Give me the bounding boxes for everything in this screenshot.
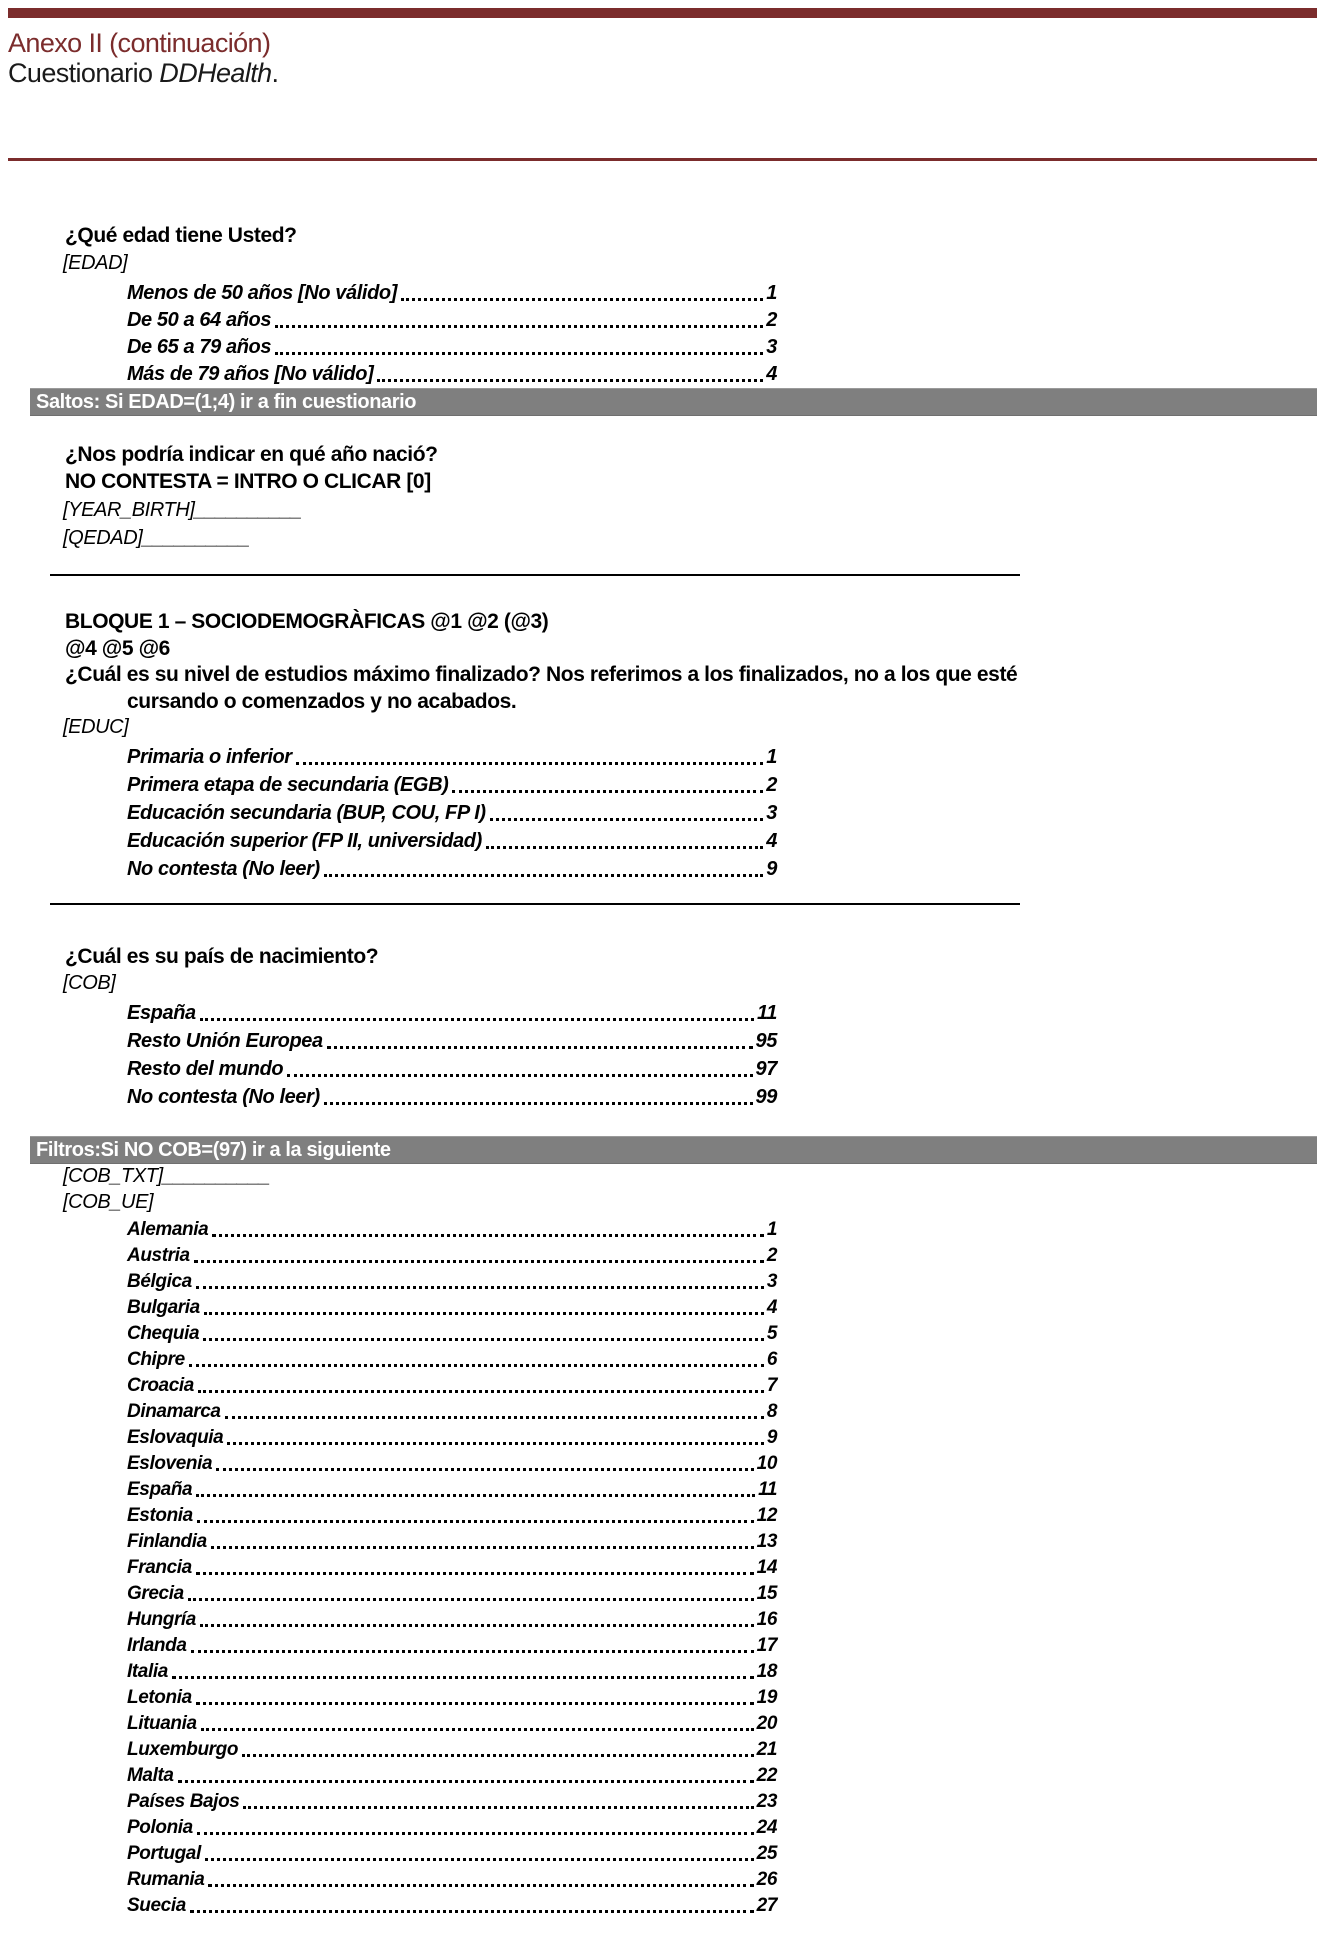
dotted-leader [211, 1546, 754, 1549]
filter-note-bar: Filtros:Si NO COB=(97) ir a la siguiente [30, 1136, 1317, 1164]
option-code: 12 [756, 1505, 777, 1526]
option-code: 1 [766, 1219, 777, 1240]
option-row [127, 799, 777, 827]
option-row [127, 1399, 777, 1425]
option-row [127, 1763, 777, 1789]
dotted-leader [197, 1832, 754, 1835]
option-code: 95 [755, 1030, 777, 1052]
option-code: 2 [766, 1245, 777, 1266]
option-label: Bélgica [127, 1271, 192, 1292]
option-row [127, 1269, 777, 1295]
dotted-leader [275, 352, 763, 355]
option-row [127, 1083, 777, 1111]
option-code: 15 [756, 1583, 777, 1604]
dotted-leader [188, 1598, 754, 1601]
option-row [127, 1027, 777, 1055]
cob-question: ¿Cuál es su país de nacimiento? [65, 945, 379, 968]
dotted-leader [296, 762, 764, 765]
dotted-leader [242, 1754, 754, 1757]
edad-options [127, 280, 777, 388]
option-row [127, 361, 777, 388]
option-label: Austria [127, 1245, 190, 1266]
dotted-leader [172, 1676, 754, 1679]
option-row [127, 743, 777, 771]
option-code: 27 [756, 1895, 777, 1916]
option-row [127, 1815, 777, 1841]
option-label: Irlanda [127, 1635, 187, 1656]
option-label: Italia [127, 1661, 168, 1682]
edad-variable: [EDAD] [63, 252, 128, 274]
option-code: 5 [766, 1323, 777, 1344]
dotted-leader [452, 790, 763, 793]
option-code: 8 [766, 1401, 777, 1422]
qedad-variable: [QEDAD]__________ [63, 527, 250, 549]
bloque1-title-line1: BLOQUE 1 – SOCIODEMOGRÀFICAS @1 @2 (@3) [65, 610, 549, 633]
option-row [127, 1425, 777, 1451]
option-label: España [127, 1479, 193, 1500]
dotted-leader [490, 818, 764, 821]
option-code: 7 [766, 1375, 777, 1396]
option-label: De 50 a 64 años [127, 309, 272, 331]
dotted-leader [486, 846, 763, 849]
dotted-leader [201, 1728, 754, 1731]
option-label: Letonia [127, 1687, 192, 1708]
option-label: Chipre [127, 1349, 185, 1370]
annex-title: Anexo II (continuación) [8, 28, 271, 58]
option-label: Lituania [127, 1713, 197, 1734]
educ-options [127, 743, 777, 883]
option-code: 13 [756, 1531, 777, 1552]
option-label: Francia [127, 1557, 192, 1578]
dotted-leader [275, 325, 763, 328]
option-label: Croacia [127, 1375, 194, 1396]
option-label: Menos de 50 años [No válido] [127, 282, 397, 304]
year-birth-variable: [YEAR_BIRTH]__________ [63, 499, 302, 521]
option-code: 4 [766, 363, 777, 385]
cob-ue-country-options [127, 1217, 777, 1919]
cob-txt-variable: [COB_TXT]__________ [63, 1165, 270, 1187]
dotted-leader [401, 298, 763, 301]
option-label: Bulgaria [127, 1297, 200, 1318]
option-row [127, 855, 777, 883]
option-label: Eslovenia [127, 1453, 213, 1474]
option-label: Países Bajos [127, 1791, 240, 1812]
option-code: 3 [766, 1271, 777, 1292]
option-row [127, 1503, 777, 1529]
dotted-leader [324, 874, 764, 877]
option-label: No contesta (No leer) [127, 1086, 320, 1108]
option-row [127, 827, 777, 855]
option-code: 16 [756, 1609, 777, 1630]
option-code: 22 [756, 1765, 777, 1786]
option-label: Primera etapa de secundaria (EGB) [127, 774, 449, 796]
header-rule [8, 158, 1317, 161]
option-code: 99 [755, 1086, 777, 1108]
option-code: 9 [766, 858, 777, 880]
option-code: 6 [766, 1349, 777, 1370]
option-code: 4 [766, 1297, 777, 1318]
option-label: Educación secundaria (BUP, COU, FP I) [127, 802, 486, 824]
option-label: Grecia [127, 1583, 184, 1604]
dotted-leader [194, 1260, 764, 1263]
option-label: Rumania [127, 1869, 205, 1890]
option-row [127, 1633, 777, 1659]
dotted-leader [287, 1074, 752, 1077]
option-row [127, 1685, 777, 1711]
option-row [127, 1893, 777, 1919]
option-code: 24 [756, 1817, 777, 1838]
dotted-leader [225, 1416, 764, 1419]
dotted-leader [227, 1442, 764, 1445]
option-label: Eslovaquia [127, 1427, 224, 1448]
dotted-leader [196, 1494, 755, 1497]
option-row [127, 1737, 777, 1763]
dotted-leader [212, 1234, 764, 1237]
edad-question: ¿Qué edad tiene Usted? [65, 224, 297, 247]
skip-note-bar: Saltos: Si EDAD=(1;4) ir a fin cuestionario [30, 388, 1317, 416]
option-row [127, 771, 777, 799]
dotted-leader [196, 1702, 754, 1705]
option-code: 1 [766, 282, 777, 304]
option-row [127, 1789, 777, 1815]
option-row [127, 1477, 777, 1503]
option-code: 18 [756, 1661, 777, 1682]
option-label: Alemania [127, 1219, 209, 1240]
option-label: Educación superior (FP II, universidad) [127, 830, 482, 852]
option-code: 97 [755, 1058, 777, 1080]
dotted-leader [191, 1650, 754, 1653]
option-row [127, 1055, 777, 1083]
option-code: 10 [756, 1453, 777, 1474]
option-label: Malta [127, 1765, 174, 1786]
option-code: 1 [766, 746, 777, 768]
option-label: Chequia [127, 1323, 200, 1344]
option-row [127, 1659, 777, 1685]
dotted-leader [197, 1520, 754, 1523]
option-row [127, 1347, 777, 1373]
option-code: 4 [766, 830, 777, 852]
option-code: 17 [756, 1635, 777, 1656]
option-code: 9 [766, 1427, 777, 1448]
year-birth-instruction: NO CONTESTA = INTRO O CLICAR [0] [65, 470, 431, 493]
option-row [127, 1711, 777, 1737]
option-code: 14 [756, 1557, 777, 1578]
option-code: 20 [756, 1713, 777, 1734]
dotted-leader [196, 1286, 764, 1289]
top-accent-bar [8, 8, 1317, 18]
option-label: Hungría [127, 1609, 196, 1630]
option-row [127, 1217, 777, 1243]
cob-variable: [COB] [63, 972, 116, 994]
dotted-leader [377, 379, 763, 382]
option-row [127, 1581, 777, 1607]
option-row [127, 1529, 777, 1555]
option-code: 11 [757, 1002, 777, 1024]
option-label: Estonia [127, 1505, 193, 1526]
option-row [127, 1607, 777, 1633]
option-row [127, 280, 777, 307]
option-label: Portugal [127, 1843, 201, 1864]
educ-question-line2: cursando o comenzados y no acabados. [127, 690, 517, 713]
option-row [127, 1295, 777, 1321]
option-code: 25 [756, 1843, 777, 1864]
option-row [127, 1321, 777, 1347]
option-code: 2 [766, 309, 777, 331]
dotted-leader [190, 1910, 754, 1913]
option-row [127, 1373, 777, 1399]
educ-question-line1: ¿Cuál es su nivel de estudios máximo finalizado? Nos referimos a los finalizados, no a los que esté [65, 663, 1018, 686]
option-label: De 65 a 79 años [127, 336, 272, 358]
dotted-leader [178, 1780, 754, 1783]
option-label: Primaria o inferior [127, 746, 292, 768]
option-label: España [127, 1002, 196, 1024]
option-label: Finlandia [127, 1531, 207, 1552]
option-label: Polonia [127, 1817, 193, 1838]
dotted-leader [216, 1468, 754, 1471]
option-label: Suecia [127, 1895, 186, 1916]
option-code: 19 [756, 1687, 777, 1708]
option-code: 2 [766, 774, 777, 796]
dotted-leader [200, 1018, 754, 1021]
dotted-leader [243, 1806, 753, 1809]
document-title [8, 58, 278, 88]
dotted-leader [189, 1364, 764, 1367]
option-label: Luxemburgo [127, 1739, 239, 1760]
option-row [127, 1243, 777, 1269]
option-row [127, 1451, 777, 1477]
dotted-leader [200, 1624, 754, 1627]
section-divider [50, 574, 1020, 576]
option-code: 3 [766, 336, 777, 358]
option-label: Resto Unión Europea [127, 1030, 323, 1052]
cob-ue-variable: [COB_UE] [63, 1191, 154, 1213]
cob-options [127, 999, 777, 1111]
document-title-prefix: Cuestionario [8, 58, 160, 88]
option-code: 11 [758, 1479, 777, 1500]
dotted-leader [208, 1884, 753, 1887]
bloque1-title-line2: @4 @5 @6 [65, 637, 170, 660]
dotted-leader [198, 1390, 764, 1393]
document-title-suffix: . [271, 58, 279, 88]
section-divider [50, 903, 1020, 905]
dotted-leader [203, 1338, 764, 1341]
dotted-leader [324, 1102, 753, 1105]
option-code: 21 [756, 1739, 777, 1760]
option-row [127, 1555, 777, 1581]
dotted-leader [205, 1858, 754, 1861]
dotted-leader [196, 1572, 754, 1575]
option-code: 26 [756, 1869, 777, 1890]
option-label: Resto del mundo [127, 1058, 284, 1080]
option-code: 3 [766, 802, 777, 824]
option-label: Más de 79 años [No válido] [127, 363, 374, 385]
dotted-leader [204, 1312, 764, 1315]
option-row [127, 999, 777, 1027]
option-label: Dinamarca [127, 1401, 221, 1422]
option-row [127, 307, 777, 334]
option-row [127, 1867, 777, 1893]
year-birth-question: ¿Nos podría indicar en qué año nació? [65, 443, 438, 466]
option-row [127, 334, 777, 361]
option-label: No contesta (No leer) [127, 858, 320, 880]
dotted-leader [327, 1046, 753, 1049]
document-title-name: DDHealth [159, 58, 272, 88]
option-row [127, 1841, 777, 1867]
educ-variable: [EDUC] [63, 716, 129, 738]
option-code: 23 [756, 1791, 777, 1812]
